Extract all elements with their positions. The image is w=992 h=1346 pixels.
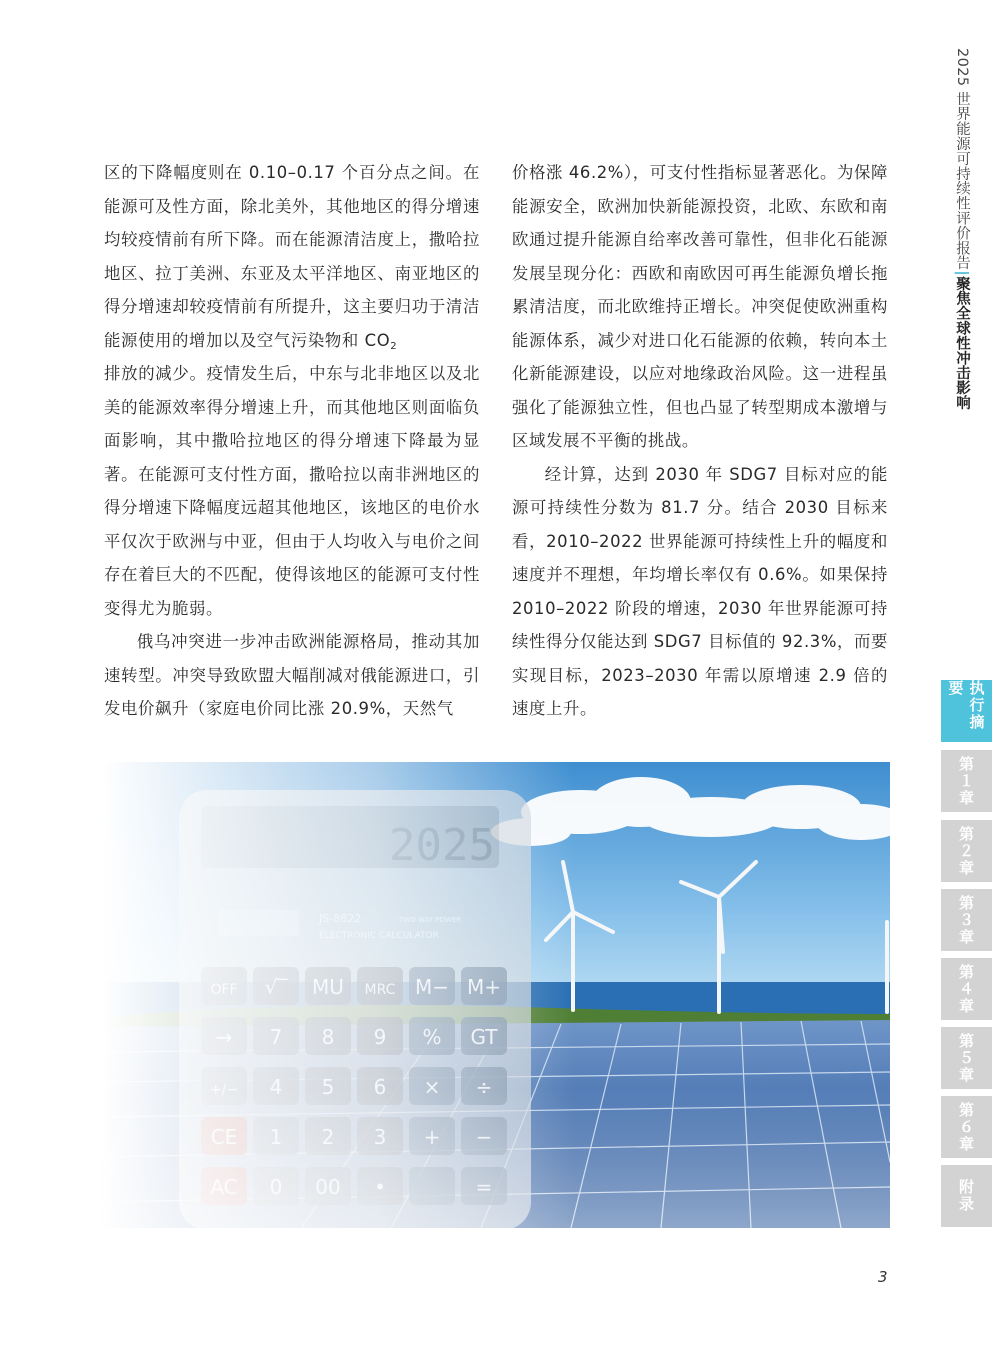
tab-chapter-6[interactable]: [941, 1096, 992, 1158]
tab-label: 执行摘要: [946, 680, 986, 731]
tab-executive-summary[interactable]: [941, 680, 992, 742]
left-paragraph-2: 俄乌冲突进一步冲击欧洲能源格局，推动其加速转型。冲突导致欧盟大幅削减对俄能源进口，引发电价飙升（家庭电价同比涨 20.9%，天然气: [104, 632, 480, 718]
page-number: 3: [878, 1268, 888, 1286]
tab-label: 第４章: [957, 963, 975, 1015]
left-column: [104, 156, 480, 726]
right-column: [512, 156, 888, 726]
tab-appendix[interactable]: [941, 1165, 992, 1227]
right-paragraph-2: 经计算，达到 2030 年 SDG7 目标对应的能源可持续性分数为 81.7 分。结合 2030 目标来看，2010–2022 世界能源可持续性上升的幅度和速度并不理想，年均增长率仅有 0.6%。如果保持 2010–2022 阶段的增速，2030 年世界能源可持续性得分仅能达到 SDG7 目标值的 92.3%，而要实现目标，2023–2030 年需以原增速 2.9 倍的速度上升。: [512, 464, 888, 718]
left-paragraph-1-text-b: 排放的减少。疫情发生后，中东与北非地区以及北美的能源效率得分增速上升，而其他地区则面临负面影响，其中撒哈拉地区的得分增速下降最为显著。在能源可支付性方面，撒哈拉以南非洲地区的得分增速下降幅度远超其他地区，该地区的电价水平仅次于欧洲与中亚，但由于人均收入与电价之间存在着巨大的不匹配，使得该地区的能源可支付性变得尤为脆弱。: [104, 364, 480, 618]
tab-label: 附录: [957, 1179, 975, 1213]
tab-label: 第２章: [957, 825, 975, 877]
energy-photo-illustration: [101, 762, 890, 1228]
tab-chapter-1[interactable]: [941, 750, 992, 812]
tab-chapter-2[interactable]: [941, 820, 992, 882]
tab-chapter-3[interactable]: [941, 889, 992, 951]
report-subtitle: 聚焦全球性冲击影响: [954, 276, 970, 411]
running-header: [947, 48, 973, 411]
report-title: 2025 世界能源可持续性评价报告: [954, 48, 970, 271]
header-separator: |: [954, 270, 970, 277]
tab-chapter-5[interactable]: [941, 1027, 992, 1089]
right-paragraph-1: 价格涨 46.2%），可支付性指标显著恶化。为保障能源安全，欧洲加快新能源投资，北欧、东欧和南欧通过提升能源自给率改善可靠性，但非化石能源发展呈现分化：西欧和南欧因可再生能源负增长拖累清洁度，而北欧维持正增长。冲突促使欧洲重构能源体系，减少对进口化石能源的依赖，转向本土化新能源建设，以应对地缘政治风险。这一进程虽强化了能源独立性，但也凸显了转型期成本激增与区域发展不平衡的挑战。: [512, 163, 888, 450]
left-paragraph-1: [104, 156, 480, 625]
tab-label: 第１章: [957, 755, 975, 807]
tab-label: 第３章: [957, 894, 975, 946]
tab-chapter-4[interactable]: [941, 958, 992, 1020]
co2-subscript: 2: [390, 340, 398, 352]
left-paragraph-1-text-a: 区的下降幅度则在 0.10–0.17 个百分点之间。在能源可及性方面，除北美外，其他地区的得分增速均较疫情前有所下降。而在能源清洁度上，撒哈拉地区、拉丁美洲、东亚及太平洋地区、南亚地区的得分增速却较疫情前有所提升，这主要归功于清洁能源使用的增加以及空气污染物和 CO: [104, 163, 480, 350]
tab-label: 第５章: [957, 1032, 975, 1084]
energy-photo: [101, 762, 890, 1228]
tab-label: 第６章: [957, 1101, 975, 1153]
